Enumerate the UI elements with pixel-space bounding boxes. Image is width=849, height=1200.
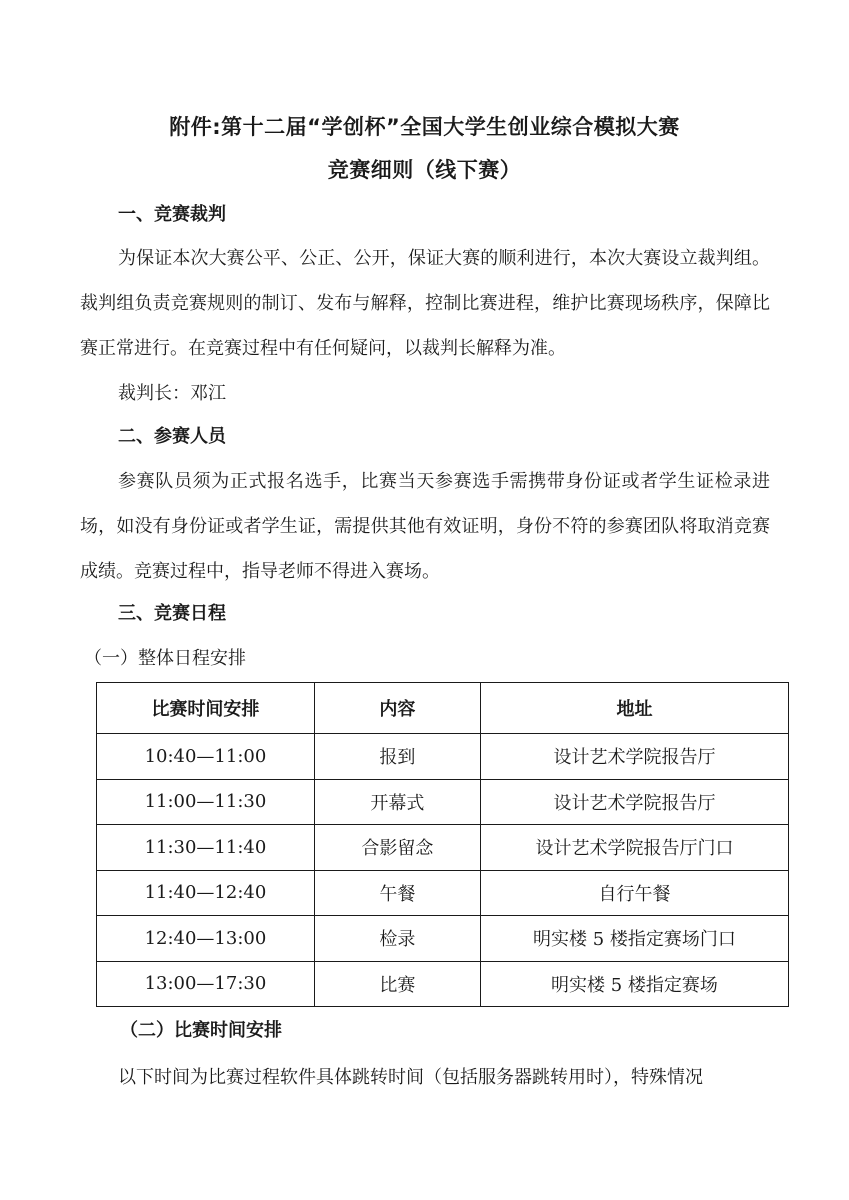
table-cell-time: 12:40—13:00 <box>97 916 315 962</box>
document-subtitle: 竞赛细则（线下赛） <box>327 158 522 182</box>
table-cell-content: 开幕式 <box>314 779 480 825</box>
subheading-overall-schedule: （一）整体日程安排 <box>84 648 246 669</box>
table-cell-time: 11:40—12:40 <box>97 870 315 916</box>
table-cell-content: 合影留念 <box>314 825 480 871</box>
table-cell-time: 11:00—11:30 <box>97 779 315 825</box>
table-row <box>97 779 789 825</box>
table-cell-address: 设计艺术学院报告厅 <box>480 734 788 780</box>
table-cell-address: 设计艺术学院报告厅门口 <box>480 825 788 871</box>
chief-referee-line: 裁判长：邓江 <box>118 383 226 404</box>
table-header-time: 比赛时间安排 <box>97 683 315 734</box>
table-cell-address: 设计艺术学院报告厅 <box>480 779 788 825</box>
document-title: 附件:第十二届“学创杯”全国大学生创业综合模拟大赛 <box>169 115 680 139</box>
table-header-row <box>97 683 789 734</box>
table-row <box>97 961 789 1007</box>
table-cell-address: 自行午餐 <box>480 870 788 916</box>
schedule-table <box>96 682 789 1007</box>
table-cell-content: 比赛 <box>314 961 480 1007</box>
section-heading-participants: 二、参赛人员 <box>118 426 226 447</box>
table-row <box>97 916 789 962</box>
table-cell-address: 明实楼 5 楼指定赛场 <box>480 961 788 1007</box>
table-cell-content: 报到 <box>314 734 480 780</box>
section-paragraph-referee: 为保证本次大赛公平、公正、公开，保证大赛的顺利进行，本次大赛设立裁判组。裁判组负责竞赛规则的制订、发布与解释，控制比赛进程，维护比赛现场秩序，保障比赛正常进行。在竞赛过程中有任何疑问，以裁判长解释为准。 <box>80 248 770 359</box>
table-cell-time: 11:30—11:40 <box>97 825 315 871</box>
table-cell-address: 明实楼 5 楼指定赛场门口 <box>480 916 788 962</box>
table-header-address: 地址 <box>480 683 788 734</box>
trailing-paragraph: 以下时间为比赛过程软件具体跳转时间（包括服务器跳转用时），特殊情况 <box>118 1067 703 1088</box>
subheading-match-schedule: （二）比赛时间安排 <box>120 1020 282 1041</box>
table-cell-content: 检录 <box>314 916 480 962</box>
table-row <box>97 870 789 916</box>
table-row <box>97 734 789 780</box>
section-heading-schedule: 三、竞赛日程 <box>118 603 226 624</box>
table-cell-time: 10:40—11:00 <box>97 734 315 780</box>
table-cell-time: 13:00—17:30 <box>97 961 315 1007</box>
table-row <box>97 825 789 871</box>
section-paragraph-participants: 参赛队员须为正式报名选手，比赛当天参赛选手需携带身份证或者学生证检录进场，如没有身份证或者学生证，需提供其他有效证明，身份不符的参赛团队将取消竞赛成绩。竞赛过程中，指导老师不得进入赛场。 <box>80 471 770 582</box>
table-cell-content: 午餐 <box>314 870 480 916</box>
table-header-content: 内容 <box>314 683 480 734</box>
section-heading-referee: 一、竞赛裁判 <box>118 204 226 225</box>
